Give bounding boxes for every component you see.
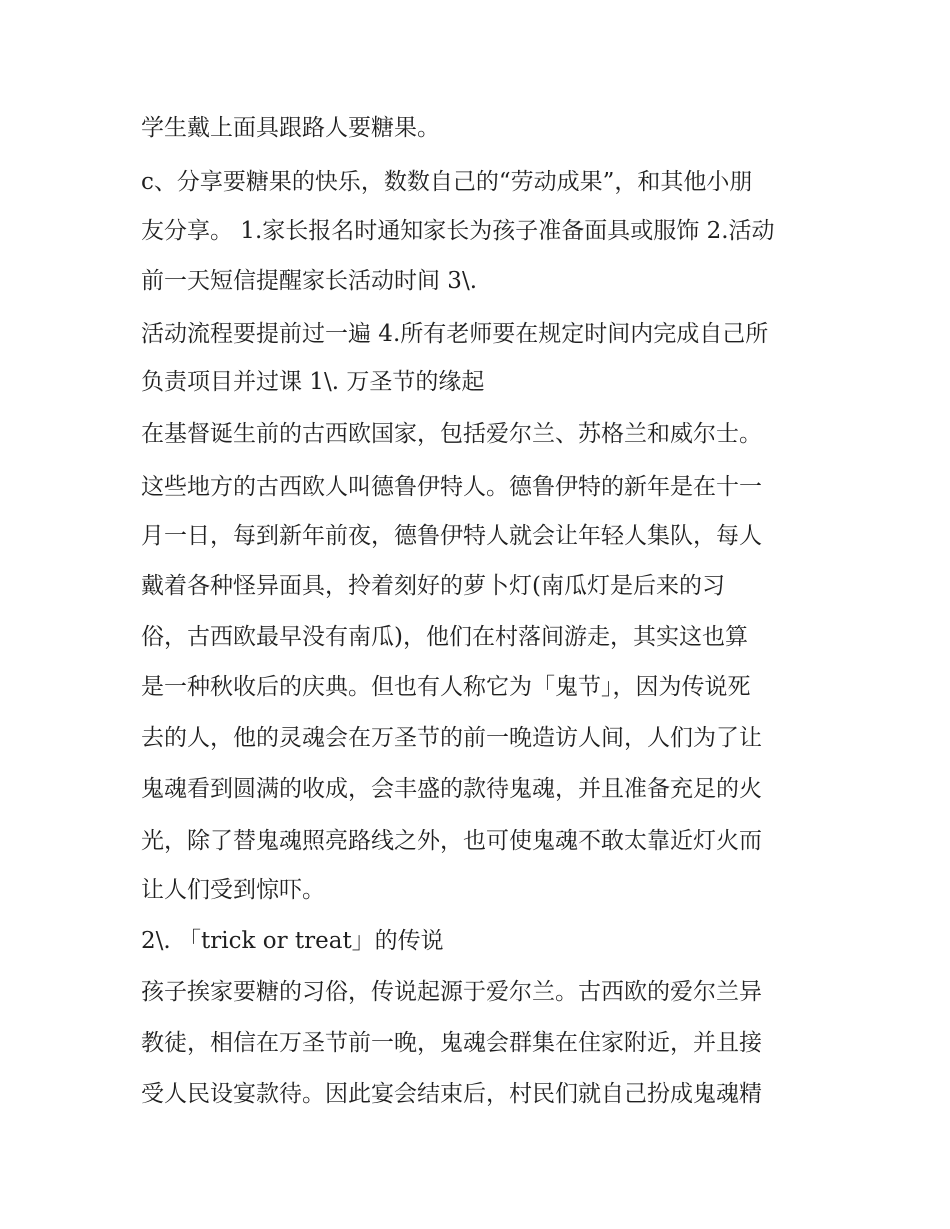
text-line: 前一天短信提醒家长活动时间 3\.	[141, 268, 478, 294]
text-line: 友分享。 1.家长报名时通知家长为孩子准备面具或服饰 2.活动	[141, 218, 775, 244]
text-line: 这些地方的古西欧人叫德鲁伊特人。德鲁伊特的新年是在十一	[141, 474, 762, 500]
text-line: 让人们受到惊吓。	[141, 877, 325, 903]
text-line: 月一日，每到新年前夜，德鲁伊特人就会让年轻人集队，每人	[141, 523, 762, 549]
text-line: 教徒，相信在万圣节前一晚，鬼魂会群集在住家附近，并且接	[141, 1030, 762, 1056]
text-line: 戴着各种怪异面具，拎着刻好的萝卜灯(南瓜灯是后来的习	[141, 573, 725, 599]
section-heading: 2\. 「trick or treat」的传说	[141, 928, 444, 954]
text-line: 活动流程要提前过一遍 4.所有老师要在规定时间内完成自己所	[141, 321, 769, 347]
text-line: 在基督诞生前的古西欧国家，包括爱尔兰、苏格兰和威尔士。	[141, 421, 762, 447]
text-line: 光，除了替鬼魂照亮路线之外，也可使鬼魂不敢太靠近灯火而	[141, 828, 762, 854]
text-line: c、分享要糖果的快乐，数数自己的“劳动成果”，和其他小朋	[141, 169, 753, 195]
text-line: 负责项目并过课 1\. 万圣节的缘起	[141, 369, 485, 395]
text-line: 孩子挨家要糖的习俗，传说起源于爱尔兰。古西欧的爱尔兰异	[141, 979, 762, 1005]
text-line: 去的人，他的灵魂会在万圣节的前一晚造访人间，人们为了让	[141, 725, 762, 751]
text-line: 学生戴上面具跟路人要糖果。	[141, 115, 440, 141]
text-line: 俗，古西欧最早没有南瓜)，他们在村落间游走，其实这也算	[141, 624, 748, 650]
text-line: 鬼魂看到圆满的收成，会丰盛的款待鬼魂，并且准备充足的火	[141, 776, 762, 802]
text-line: 受人民设宴款待。因此宴会结束后，村民们就自己扮成鬼魂精	[141, 1081, 762, 1107]
text-line: 是一种秋收后的庆典。但也有人称它为「鬼节」，因为传说死	[141, 674, 751, 700]
